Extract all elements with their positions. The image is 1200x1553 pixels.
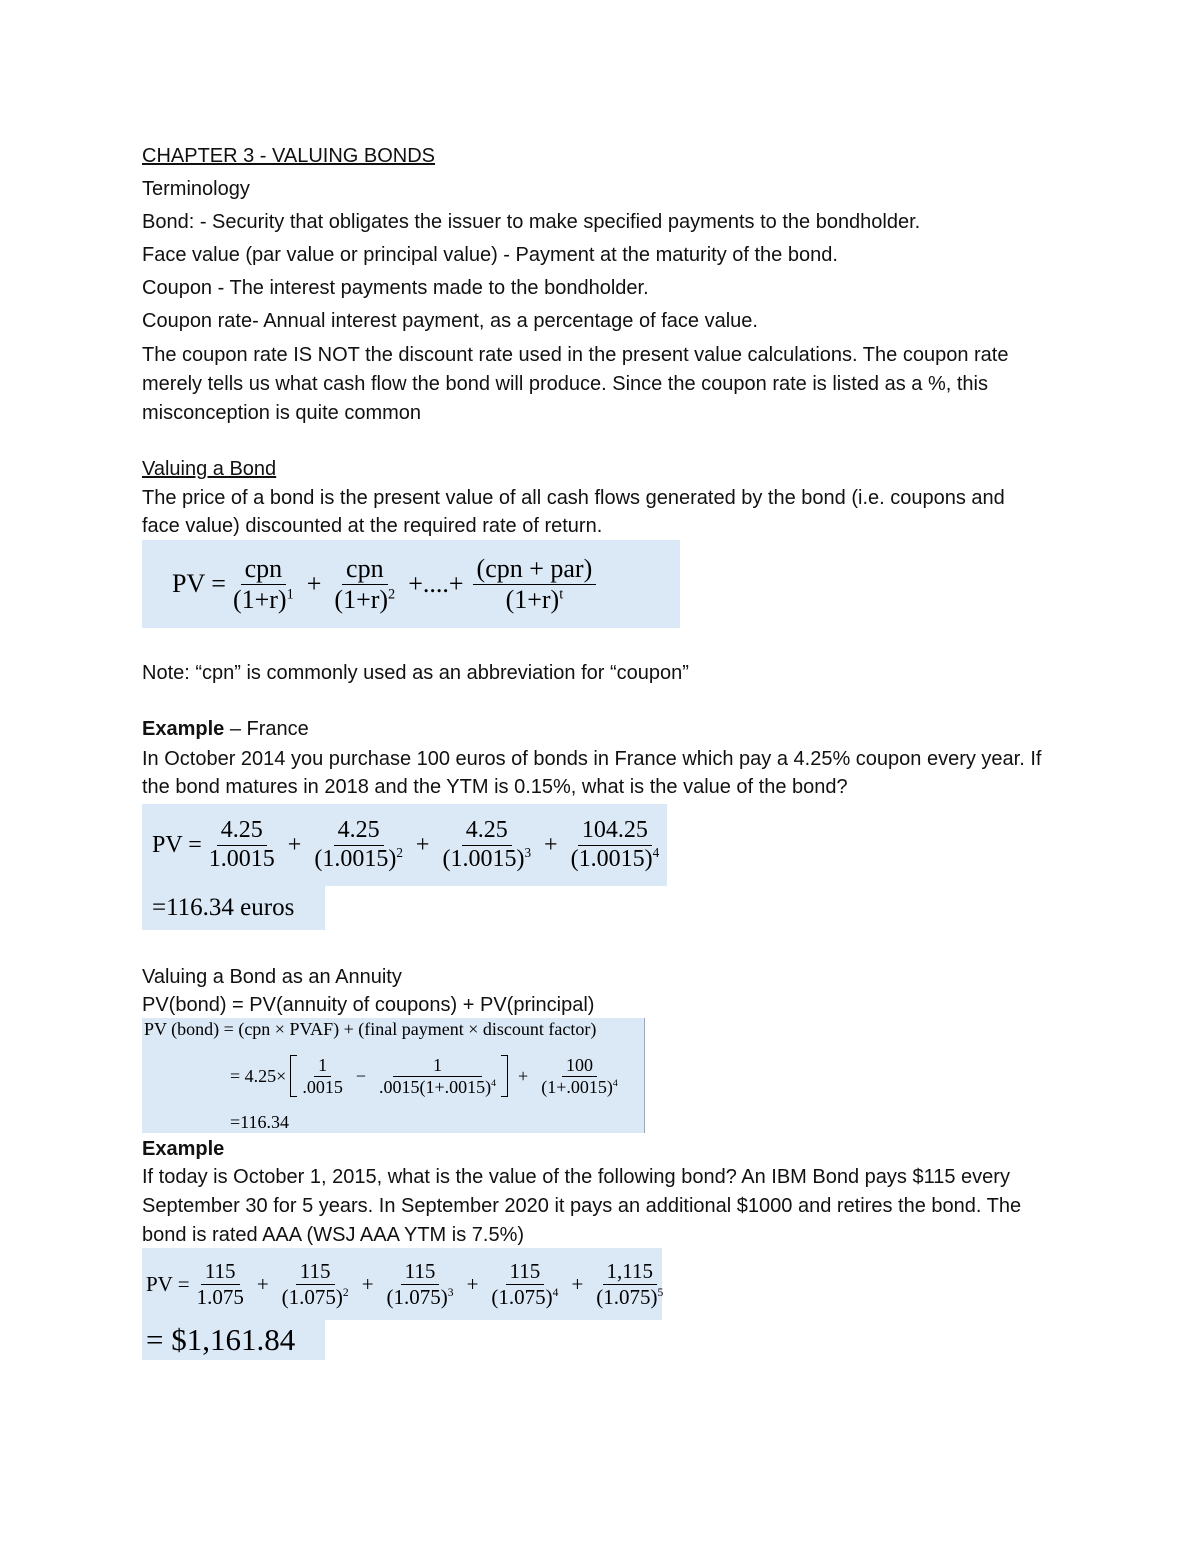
coupon-definition: Coupon - The interest payments made to the bondholder.: [142, 277, 649, 299]
terminology-title: Terminology: [142, 178, 250, 200]
coupon-rate-definition: Coupon rate- Annual interest payment, as a percentage of face value.: [142, 310, 758, 332]
term-1: $\frac{\text{cpn}}{(1+r)^1}$: [232, 553, 294, 614]
face-value-definition: Face value (par value or principal value) - Payment at the maturity of the bond.: [142, 244, 838, 266]
annuity-identity: PV(bond) = PV(annuity of coupons) + PV(principal): [142, 994, 595, 1016]
misconception-paragraph: The coupon rate IS NOT the discount rate used in the present value calculations. The coupon rate merely tells us what cash flow the bond will produce. Since the coupon rate is listed as a %, this misconception is quite common: [142, 344, 1009, 424]
formula-ellipsis: +....+: [408, 569, 464, 598]
france-formula: PV = $\frac{4.25}{1.0015}$ + $\frac{4.25}{(1.0015)^2}$ + $\frac{4.25}{(1.0015)^3}$ + $\frac{104.25}{(1.0015)^4}$: [142, 804, 667, 886]
example-1-heading: Example – France: [142, 718, 309, 740]
formula-lhs: PV =: [172, 569, 226, 598]
ibm-result: = $1,161.84: [142, 1320, 325, 1360]
term-final: $\frac{\text{(cpn + par)}}{(1+r)^t}$: [473, 554, 597, 615]
annuity-formula-line-1: PV (bond) = (cpn × PVAF) + (final payment × discount factor): [144, 1018, 597, 1039]
bond-definition: Bond: - Security that obligates the issuer to make specified payments to the bondholder.: [142, 211, 921, 233]
chapter-heading: CHAPTER 3 - VALUING BONDS: [142, 145, 436, 167]
ibm-formula: PV = $\frac{115}{1.075}$ + $\frac{115}{(1.075)^2}$ + $\frac{115}{(1.075)^3}$ + $\frac{115}{(1.075)^4}$ + $\frac{1,115}{(1.075)^5}$: [142, 1248, 662, 1320]
valuing-bond-title: Valuing a Bond: [142, 458, 277, 480]
annuity-title: Valuing a Bond as an Annuity: [142, 966, 402, 988]
term-2: $\frac{\text{cpn}}{(1+r)^2}$: [334, 553, 396, 614]
example-1-text: In October 2014 you purchase 100 euros of bonds in France which pay a 4.25% coupon every year. If the bond matures in 2018 and the YTM is 0.15%, what is the value of the bond?: [142, 748, 1042, 798]
example-2-heading: Example: [142, 1138, 225, 1160]
annuity-formula: PV (bond) = (cpn × PVAF) + (final payment × discount factor) = 4.25× $\frac{1}{.0015}$ − $\frac{1}{.0015(1+.0015)^4}$ + $\frac{100}{(1+.0015)^4}$ =116.34: [142, 1018, 645, 1133]
example-2-text: If today is October 1, 2015, what is the value of the following bond? An IBM Bond pays $115 every September 30 for 5 years. In September 2020 it pays an additional $1000 and retires the bond. The bond is rated AAA (WSJ AAA YTM is 7.5%): [142, 1166, 1022, 1246]
valuing-bond-text: The price of a bond is the present value of all cash flows generated by the bond (i.e. coupons and face value) discounted at the required rate of return.: [142, 487, 1005, 537]
annuity-formula-result: =116.34: [230, 1111, 289, 1132]
france-result: =116.34 euros: [142, 886, 325, 930]
bond-price-formula: PV = $\frac{\text{cpn}}{(1+r)^1}$ + $\frac{\text{cpn}}{(1+r)^2}$ +....+ $\frac{\text{(cpn + par)}}{(1+r)^t}$: [142, 540, 680, 628]
cpn-note: Note: “cpn” is commonly used as an abbreviation for “coupon”: [142, 662, 689, 684]
